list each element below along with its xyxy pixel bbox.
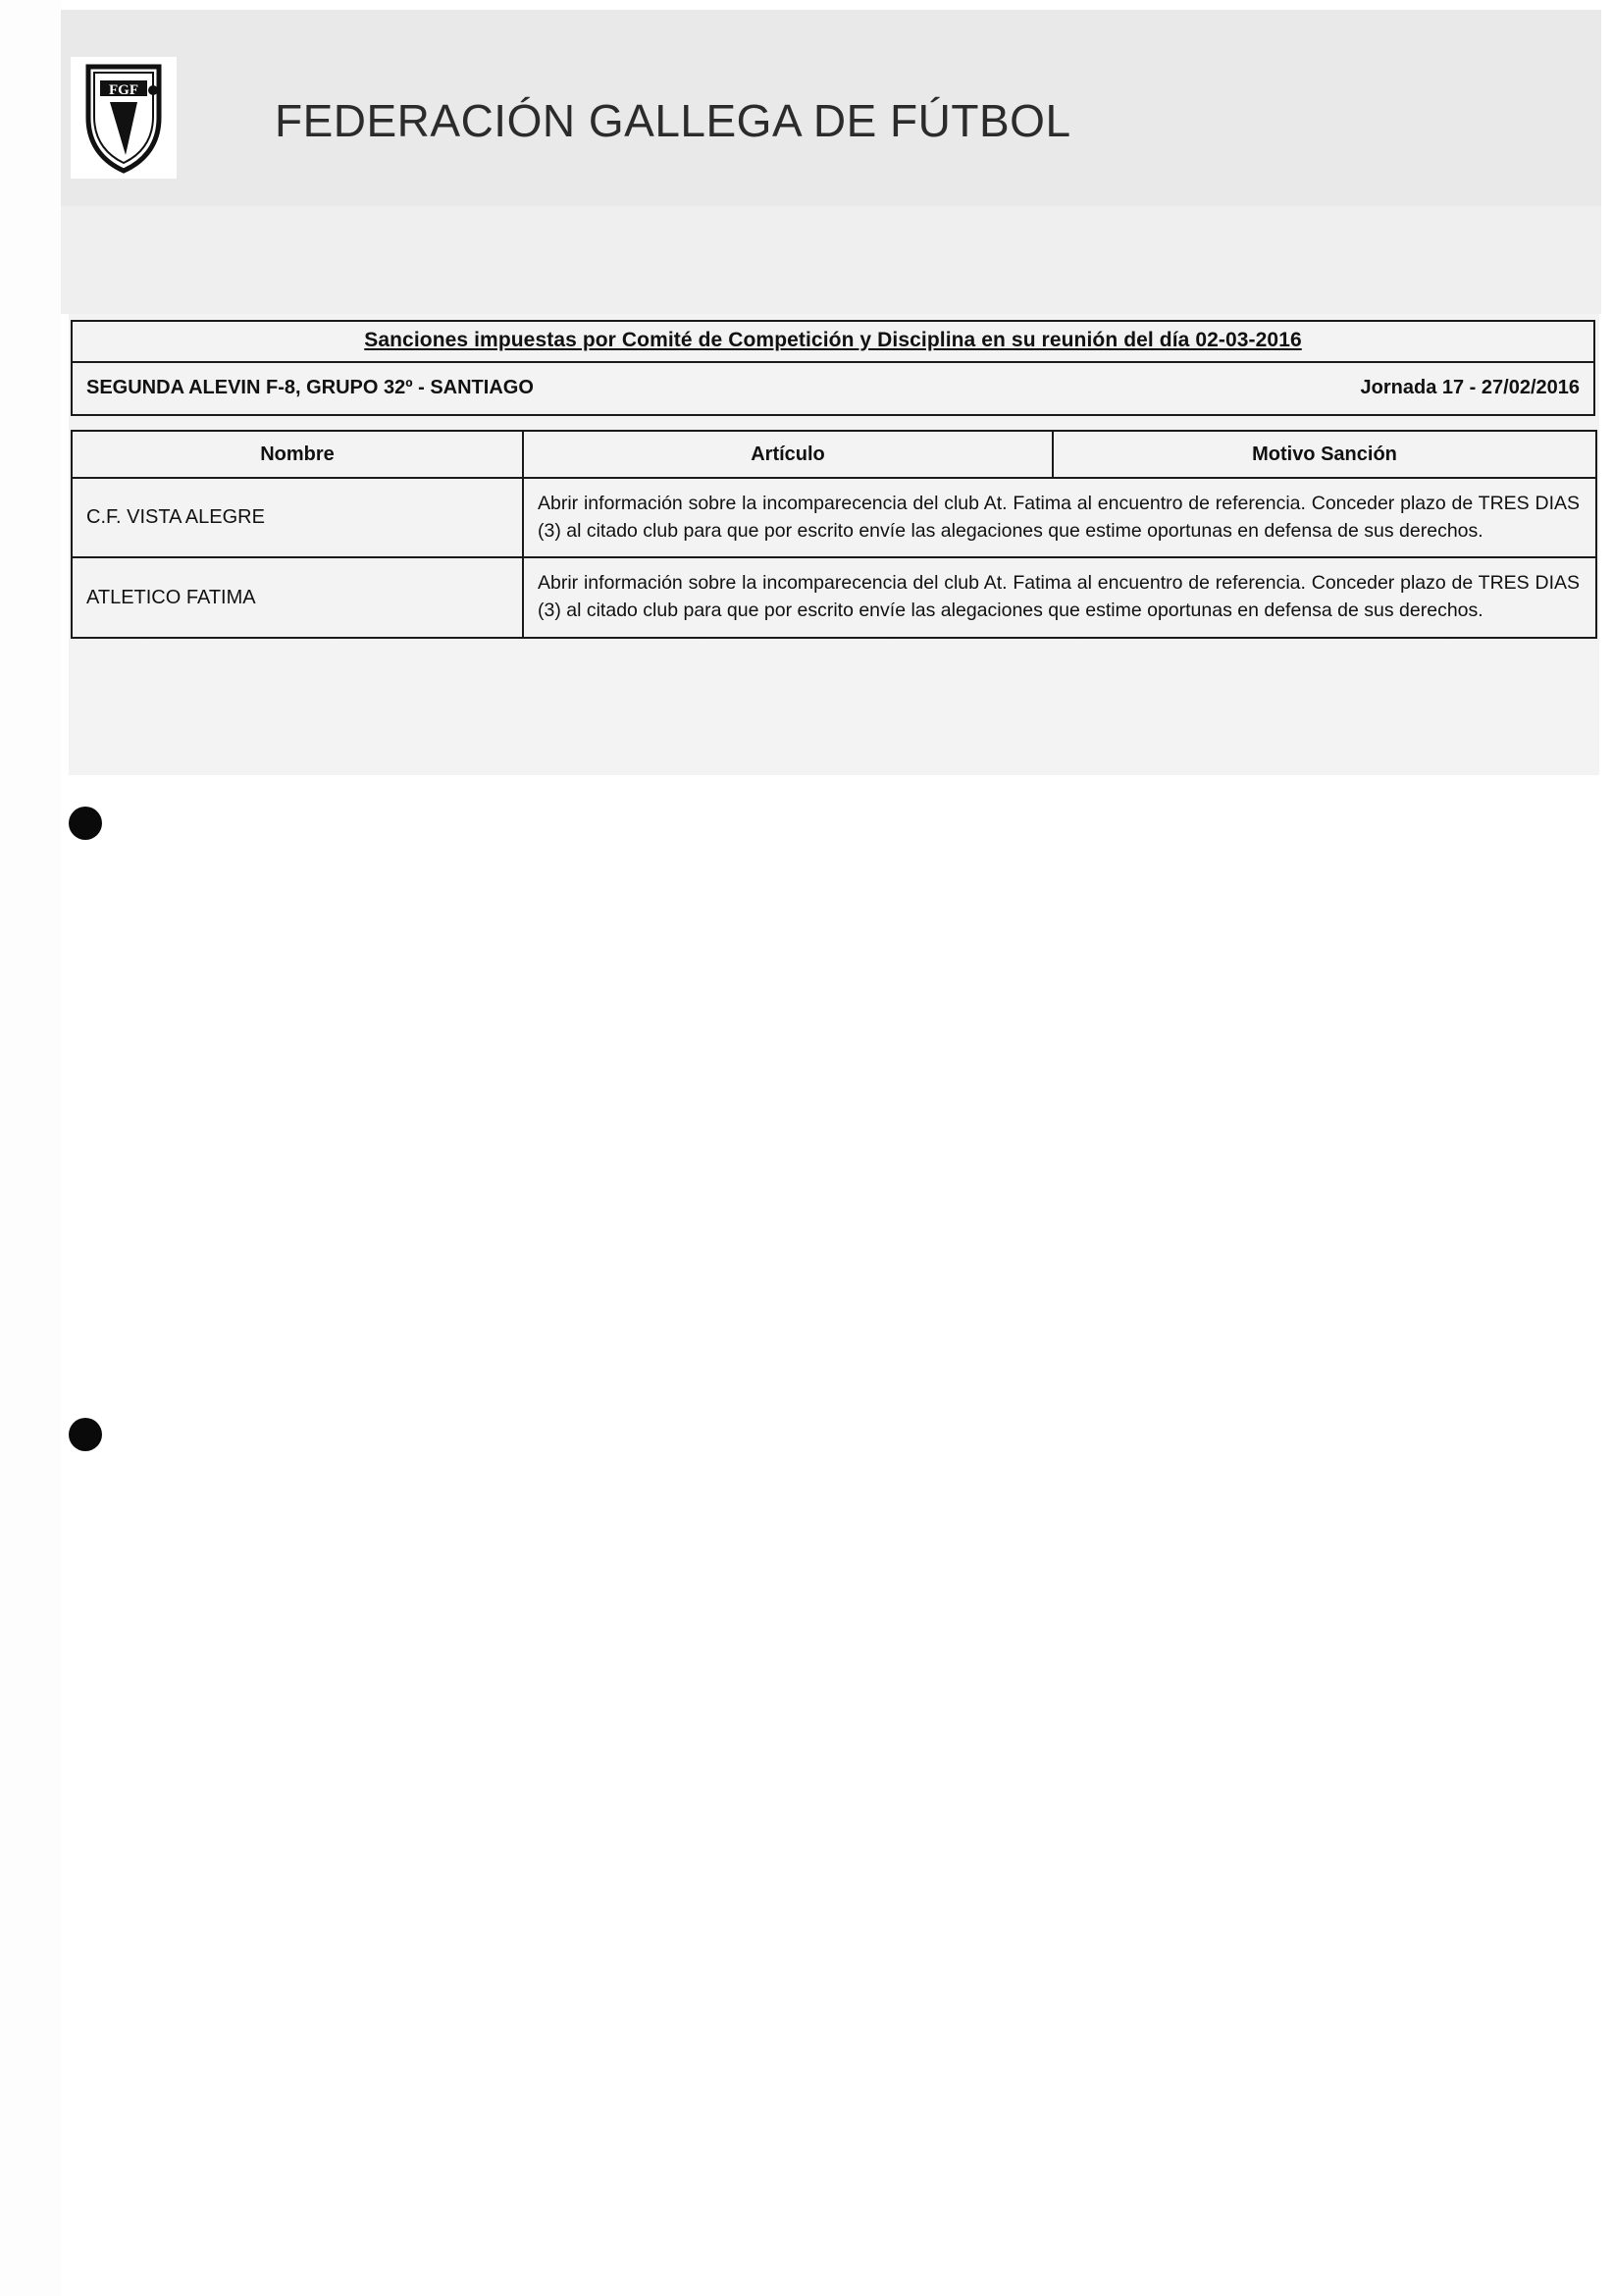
table-row [72,478,1596,557]
federation-crest-icon [71,57,177,179]
table-row [72,557,1596,637]
document-header [61,33,1434,171]
punch-hole-top [69,807,102,840]
column-header-motivo: Motivo Sanción [1053,431,1596,478]
sanctions-title: Sanciones impuestas por Comité de Competición y Disciplina en su reunión del día 02-03-2016 [364,329,1302,351]
sanctions-table [71,430,1597,639]
page-left-margin [0,0,61,2296]
cell-nombre: ATLETICO FATIMA [72,557,523,637]
competition-category: SEGUNDA ALEVIN F-8, GRUPO 32º - SANTIAGO [86,377,534,398]
sheet-spacer [71,416,1595,430]
column-header-articulo: Artículo [523,431,1053,478]
sanctions-sheet [71,320,1595,639]
svg-text:FGF: FGF [109,82,138,98]
table-header-row [72,431,1596,478]
scan-shade-middle [61,206,1601,314]
cell-motivo: Abrir información sobre la incomparecencia del club At. Fatima al encuentro de referencia. Conceder plazo de TRES DIAS (3) al citado club para que por escrito envíe las alegaciones que estime oportunas en defensa de sus derechos. [523,478,1596,557]
cell-nombre: C.F. VISTA ALEGRE [72,478,523,557]
matchday-label: Jornada 17 - 27/02/2016 [1360,377,1580,398]
punch-hole-bottom [69,1418,102,1451]
column-header-nombre: Nombre [72,431,523,478]
category-bar [71,363,1595,416]
sanctions-title-box [71,320,1595,363]
page-title: FEDERACIÓN GALLEGA DE FÚTBOL [275,95,1071,146]
cell-motivo: Abrir información sobre la incomparecencia del club At. Fatima al encuentro de referencia. Conceder plazo de TRES DIAS (3) al citado club para que por escrito envíe las alegaciones que estime oportunas en defensa de sus derechos. [523,557,1596,637]
